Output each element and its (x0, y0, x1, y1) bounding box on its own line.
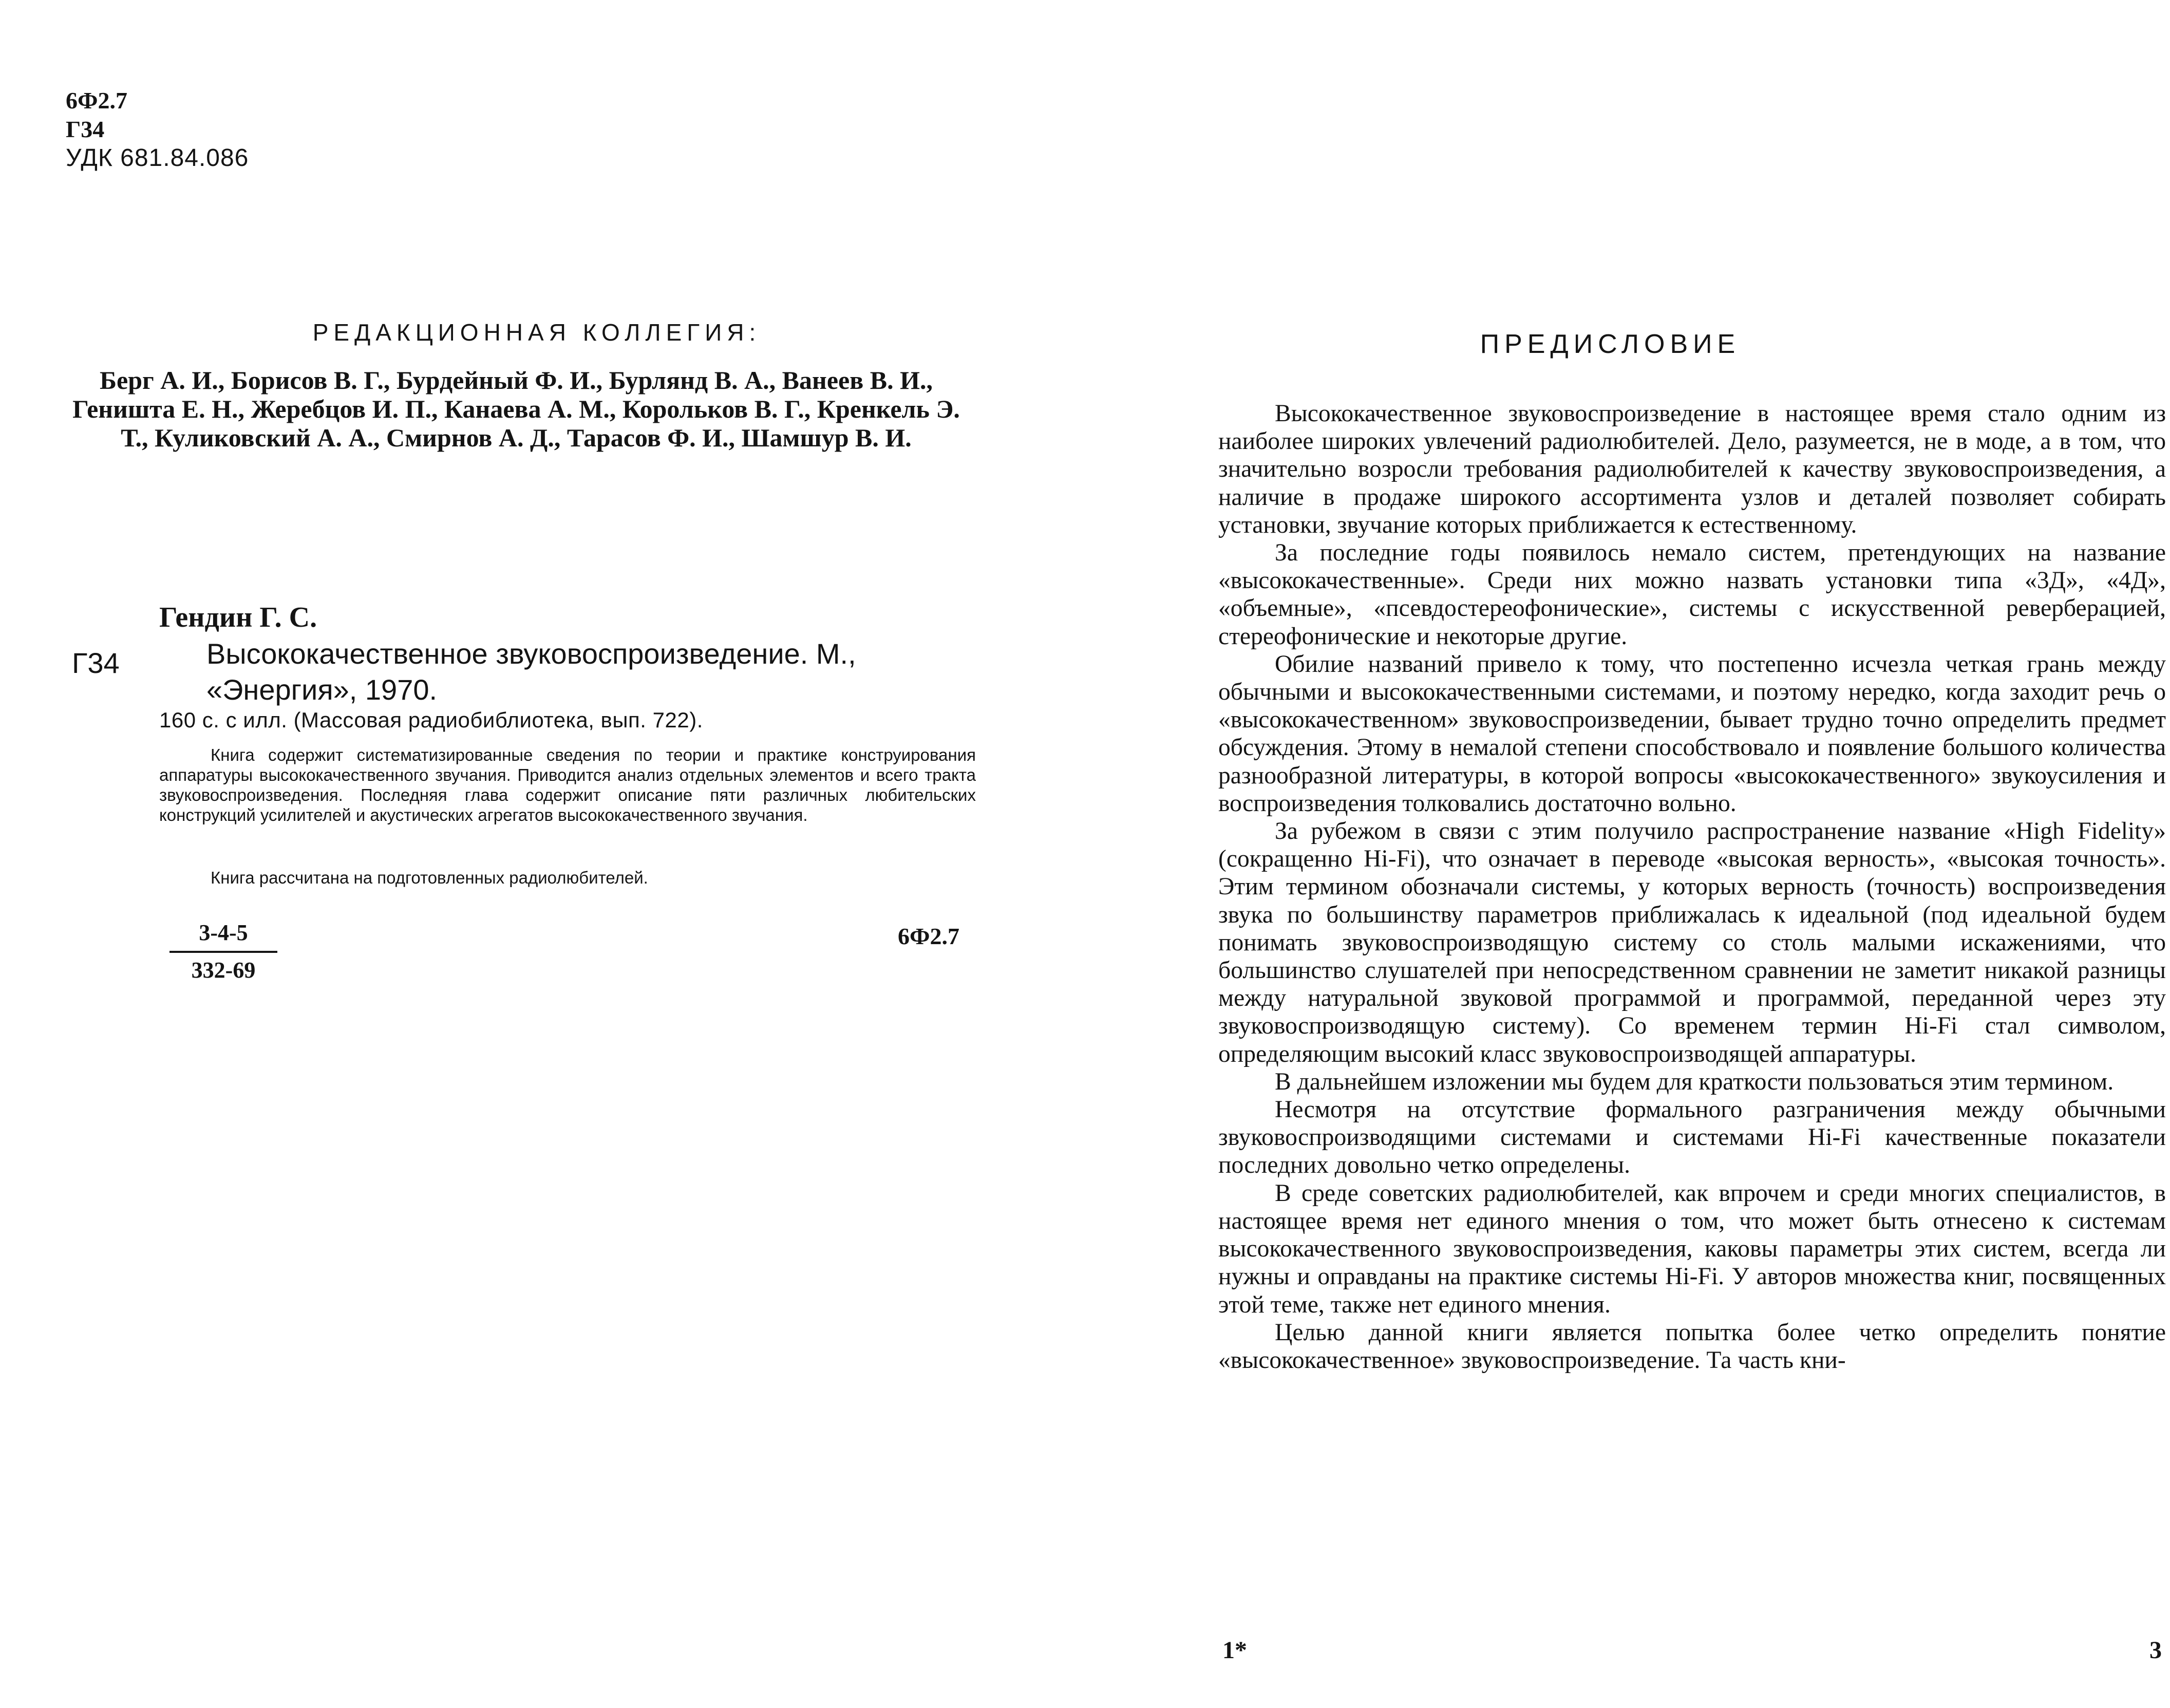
book-author: Гендин Г. С. (159, 602, 317, 633)
preface-paragraph: В дальнейшем изложении мы будем для краткости пользоваться этим термином. (1275, 1068, 2114, 1095)
editorial-board-members: Берг А. И., Борисов В. Г., Бурдейный Ф. И., Бурлянд В. А., Ванеев В. И., Геништа Е. Н., Жеребцов И. П., Канаева А. М., Корольков В. Г., Кренкель Э. Т., Куликовский А. А., Смирнов А. Д., Тарасов Ф. И., Шамшур В. И. (72, 366, 960, 452)
preface-body (1218, 400, 2166, 1374)
author-mark: Г34 (66, 116, 105, 142)
publication-index-fraction (169, 919, 277, 983)
right-page (1084, 0, 2170, 1708)
page-number: 3 (2149, 1637, 2162, 1664)
preface-paragraph: За последние годы появилось немало систем, претендующих на название «высококачественные». Среди них можно назвать установки типа «3Д», «4Д», «объемные», «псевдостереофонические», системы с искусственной реверберацией, стереофонические и некоторые другие. (1218, 539, 2166, 650)
bib-index-code: Г34 (72, 647, 120, 679)
udk-code: УДК 681.84.086 (66, 144, 249, 172)
preface-paragraph: Обилие названий привело к тому, что постепенно исчезла четкая грань между обычными и высококачественными системами, и поэтому нередко, когда заходит речь о «высококачественном» звуковоспроизведении, бывает трудно точно определить предмет обсуждения. Этому в немалой степени способствовало и появление большого количества разнообразной литературы, в которой вопросы «высококачественного» звукоусиления и воспроизведения толковались достаточно вольно. (1218, 650, 2166, 817)
preface-title: ПРЕДИСЛОВИЕ (1480, 329, 1741, 359)
fraction-denominator: 332-69 (191, 958, 256, 983)
editorial-board (62, 318, 971, 452)
bbk-code: 6Ф2.7 (66, 87, 128, 114)
preface-paragraph: Несмотря на отсутствие формального разграничения между обычными звуковоспроизводящими системами и системами Hi-Fi качественные показатели последних довольно четко определены. (1218, 1096, 2166, 1179)
preface-paragraph: В среде советских радиолюбителей, как впрочем и среди многих специалистов, в настоящее время нет единого мнения о том, что может быть отнесено к системам высококачественного звуковоспроизведения, каковы параметры этих систем, всегда ли нужны и оправданы на практике системы Hi-Fi. У авторов множества книг, посвященных этой теме, также нет единого мнения. (1218, 1179, 2166, 1318)
book-title: Высококачественное звуковоспроизведение. М., «Энергия», 1970. (206, 637, 856, 706)
editorial-board-heading: РЕДАКЦИОННАЯ КОЛЛЕГИЯ: (312, 319, 761, 346)
book-abstract: Книга содержит систематизированные сведения по теории и практике конструирования аппаратуры высококачественного звучания. Приводится анализ отдельных элементов и всего тракта звуковоспроизведения. Последняя глава содержит описание пяти различных любительских конструкций усилителей и акустических агрегатов высококачественного звучания. (159, 745, 976, 824)
preface-paragraph: Высококачественное звуковоспроизведение в настоящее время стало одним из наиболее широких увлечений радиолюбителей. Дело, разумеется, не в моде, а в том, что значительно возросли требования радиолюбителей к качеству звуковоспроизведения, а наличие в продаже широкого ассортимента узлов и деталей позволяет собирать установки, звучание которых приближается к естественному. (1218, 400, 2166, 538)
library-codes (66, 86, 249, 173)
left-page (0, 0, 1084, 1708)
printer-signature-mark: 1* (1222, 1637, 1247, 1664)
preface-paragraph: За рубежом в связи с этим получило распространение название «High Fidelity» (сокращенно Hi-Fi), что означает в переводе «высокая верность», «высокая точность». Этим термином обозначали системы, у которых верность (точность) воспроизведения звука по большинству параметров приближалась к идеальной (под идеальной будем понимать звуковоспроизводящую систему со столь малыми искажениями, что большинство слушателей при непосредственном сравнении не заметит никакой разницы между натуральной звуковой программой и программой, переданной через эту звуковоспроизводящую систему). Со временем термин Hi-Fi стал символом, определяющим высокий класс звуковоспроизводящей аппаратуры. (1218, 818, 2166, 1067)
book-audience: Книга рассчитана на подготовленных радиолюбителей. (211, 868, 648, 887)
bbk-code-bottom: 6Ф2.7 (898, 923, 960, 949)
book-extent: 160 с. с илл. (Массовая радиобиблиотека, вып. 722). (159, 708, 703, 732)
fraction-numerator: 3-4-5 (169, 919, 277, 953)
preface-paragraph: Целью данной книги является попытка более четко определить понятие «высококачественное» звуковоспроизведение. Та часть кни- (1218, 1319, 2166, 1374)
